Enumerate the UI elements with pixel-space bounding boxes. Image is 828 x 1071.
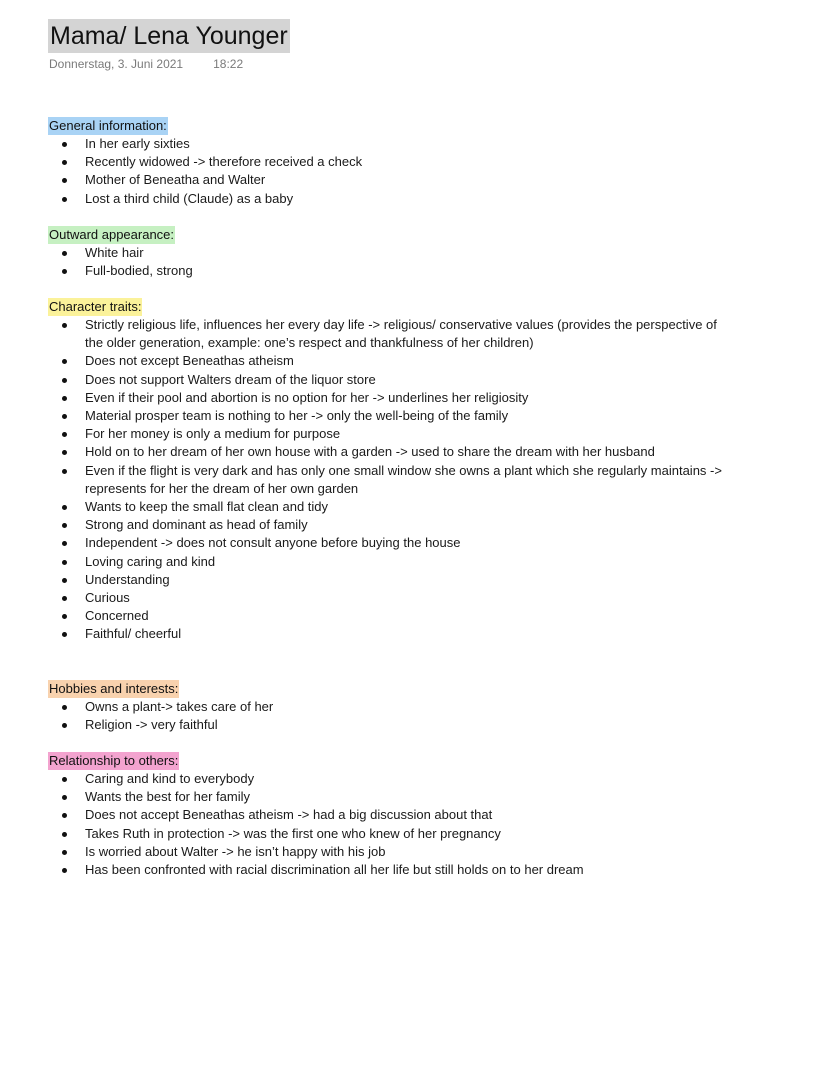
list-item-text: Wants the best for her family [85,789,250,805]
list-item [48,571,788,589]
bullet-icon [62,777,67,782]
list-item [48,171,788,189]
list-item-text: Even if the flight is very dark and has only one small window she owns a plant which she regularly maintains -> represents for her the dream of her own garden [85,462,722,496]
note-time: 18:22 [213,57,244,71]
list-item-text: Does not support Walters dream of the liquor store [85,371,376,387]
bullet-icon [62,541,67,546]
section-character-traits [48,298,788,644]
bullet-icon [62,832,67,837]
bullet-icon [62,269,67,274]
section-relationship-to-others [48,752,788,879]
list-item-text: Religion -> very faithful [85,717,218,733]
list-item-text: Faithful/ cheerful [85,626,182,642]
bullet-icon [62,505,67,510]
list-item [48,625,788,643]
bullet-icon [62,614,67,619]
note-date: Donnerstag, 3. Juni 2021 [49,57,184,71]
section-hobbies-and-interests [48,680,788,734]
list-item-text: Does not except Beneathas atheism [85,353,294,369]
list-item-text: Has been confronted with racial discrimination all her life but still holds on to her dream [85,862,584,878]
list-item [48,716,788,734]
bullet-icon [62,813,67,818]
list-item [48,843,788,861]
timestamp [49,57,243,71]
list-item-text: Curious [85,590,130,606]
list-item [48,788,788,806]
list-item-text: Does not accept Beneathas atheism -> had a big discussion about that [85,807,493,823]
list-item-text: In her early sixties [85,136,190,151]
bullet-icon [62,323,67,328]
list-item [48,861,788,879]
list-item [48,443,788,461]
section-general-information [48,117,788,208]
list-item [48,498,788,516]
section-heading: Outward appearance: [49,227,175,242]
list-item-text: Independent -> does not consult anyone before buying the house [85,535,461,551]
bullet-list [48,135,788,208]
bullet-icon [62,432,67,437]
bullet-list [48,770,788,879]
bullet-icon [62,450,67,455]
list-item-text: Is worried about Walter -> he isn’t happy with his job [85,843,386,859]
list-item [48,190,788,208]
page-title: Mama/ Lena Younger [48,19,290,53]
list-item [48,607,788,625]
list-item [48,371,788,389]
list-item [48,244,788,262]
list-item [48,352,788,370]
bullet-icon [62,396,67,401]
list-item-text: Takes Ruth in protection -> was the first one who knew of her pregnancy [85,825,501,841]
list-item-text: Hold on to her dream of her own house with a garden -> used to share the dream with her husband [85,444,655,460]
list-item [48,553,788,571]
list-item-text: White hair [85,245,144,260]
bullet-icon [62,197,67,202]
bullet-list [48,244,788,280]
bullet-icon [62,705,67,710]
bullet-icon [62,251,67,256]
list-item-text: Owns a plant-> takes care of her [85,699,274,714]
bullet-icon [62,632,67,637]
bullet-icon [62,596,67,601]
list-item [48,462,788,498]
bullet-icon [62,378,67,383]
section-outward-appearance [48,226,788,280]
bullet-list [48,698,788,734]
list-item [48,262,788,280]
list-item [48,825,788,843]
list-item-text: Lost a third child (Claude) as a baby [85,190,294,206]
section-heading: Character traits: [49,299,142,314]
bullet-icon [62,868,67,873]
list-item-text: Even if their pool and abortion is no option for her -> underlines her religiosity [85,389,529,405]
section-heading: Relationship to others: [49,753,179,768]
list-item [48,425,788,443]
list-item [48,770,788,788]
list-item [48,534,788,552]
bullet-icon [62,142,67,147]
list-item-text: Loving caring and kind [85,553,216,569]
list-item [48,135,788,153]
list-item-text: Full-bodied, strong [85,263,193,279]
bullet-icon [62,414,67,419]
list-item-text: Wants to keep the small flat clean and tidy [85,499,329,515]
bullet-icon [62,578,67,583]
section-heading: Hobbies and interests: [49,681,179,696]
list-item [48,516,788,534]
bullet-icon [62,523,67,528]
list-item-text: For her money is only a medium for purpose [85,426,341,442]
list-item [48,316,788,352]
bullet-icon [62,178,67,183]
bullet-icon [62,560,67,565]
bullet-icon [62,160,67,165]
bullet-icon [62,359,67,364]
bullet-icon [62,469,67,474]
list-item-text: Concerned [85,608,149,624]
list-item-text: Understanding [85,571,170,587]
bullet-icon [62,850,67,855]
bullet-list [48,316,788,644]
section-heading: General information: [49,118,167,133]
list-item-text: Mother of Beneatha and Walter [85,172,266,188]
list-item [48,589,788,607]
list-item-text: Strong and dominant as head of family [85,517,308,533]
list-item-text: Material prosper team is nothing to her -> only the well-being of the family [85,408,509,424]
bullet-icon [62,795,67,800]
list-item [48,389,788,407]
list-item [48,153,788,171]
list-item-text: Caring and kind to everybody [85,771,255,786]
list-item [48,698,788,716]
list-item-text: Recently widowed -> therefore received a check [85,154,363,170]
list-item [48,407,788,425]
bullet-icon [62,723,67,728]
list-item-text: Strictly religious life, influences her every day life -> religious/ conservative values (provides the perspective of the older generation, example: one’s respect and thankfulness of her children) [85,317,717,351]
list-item [48,806,788,824]
